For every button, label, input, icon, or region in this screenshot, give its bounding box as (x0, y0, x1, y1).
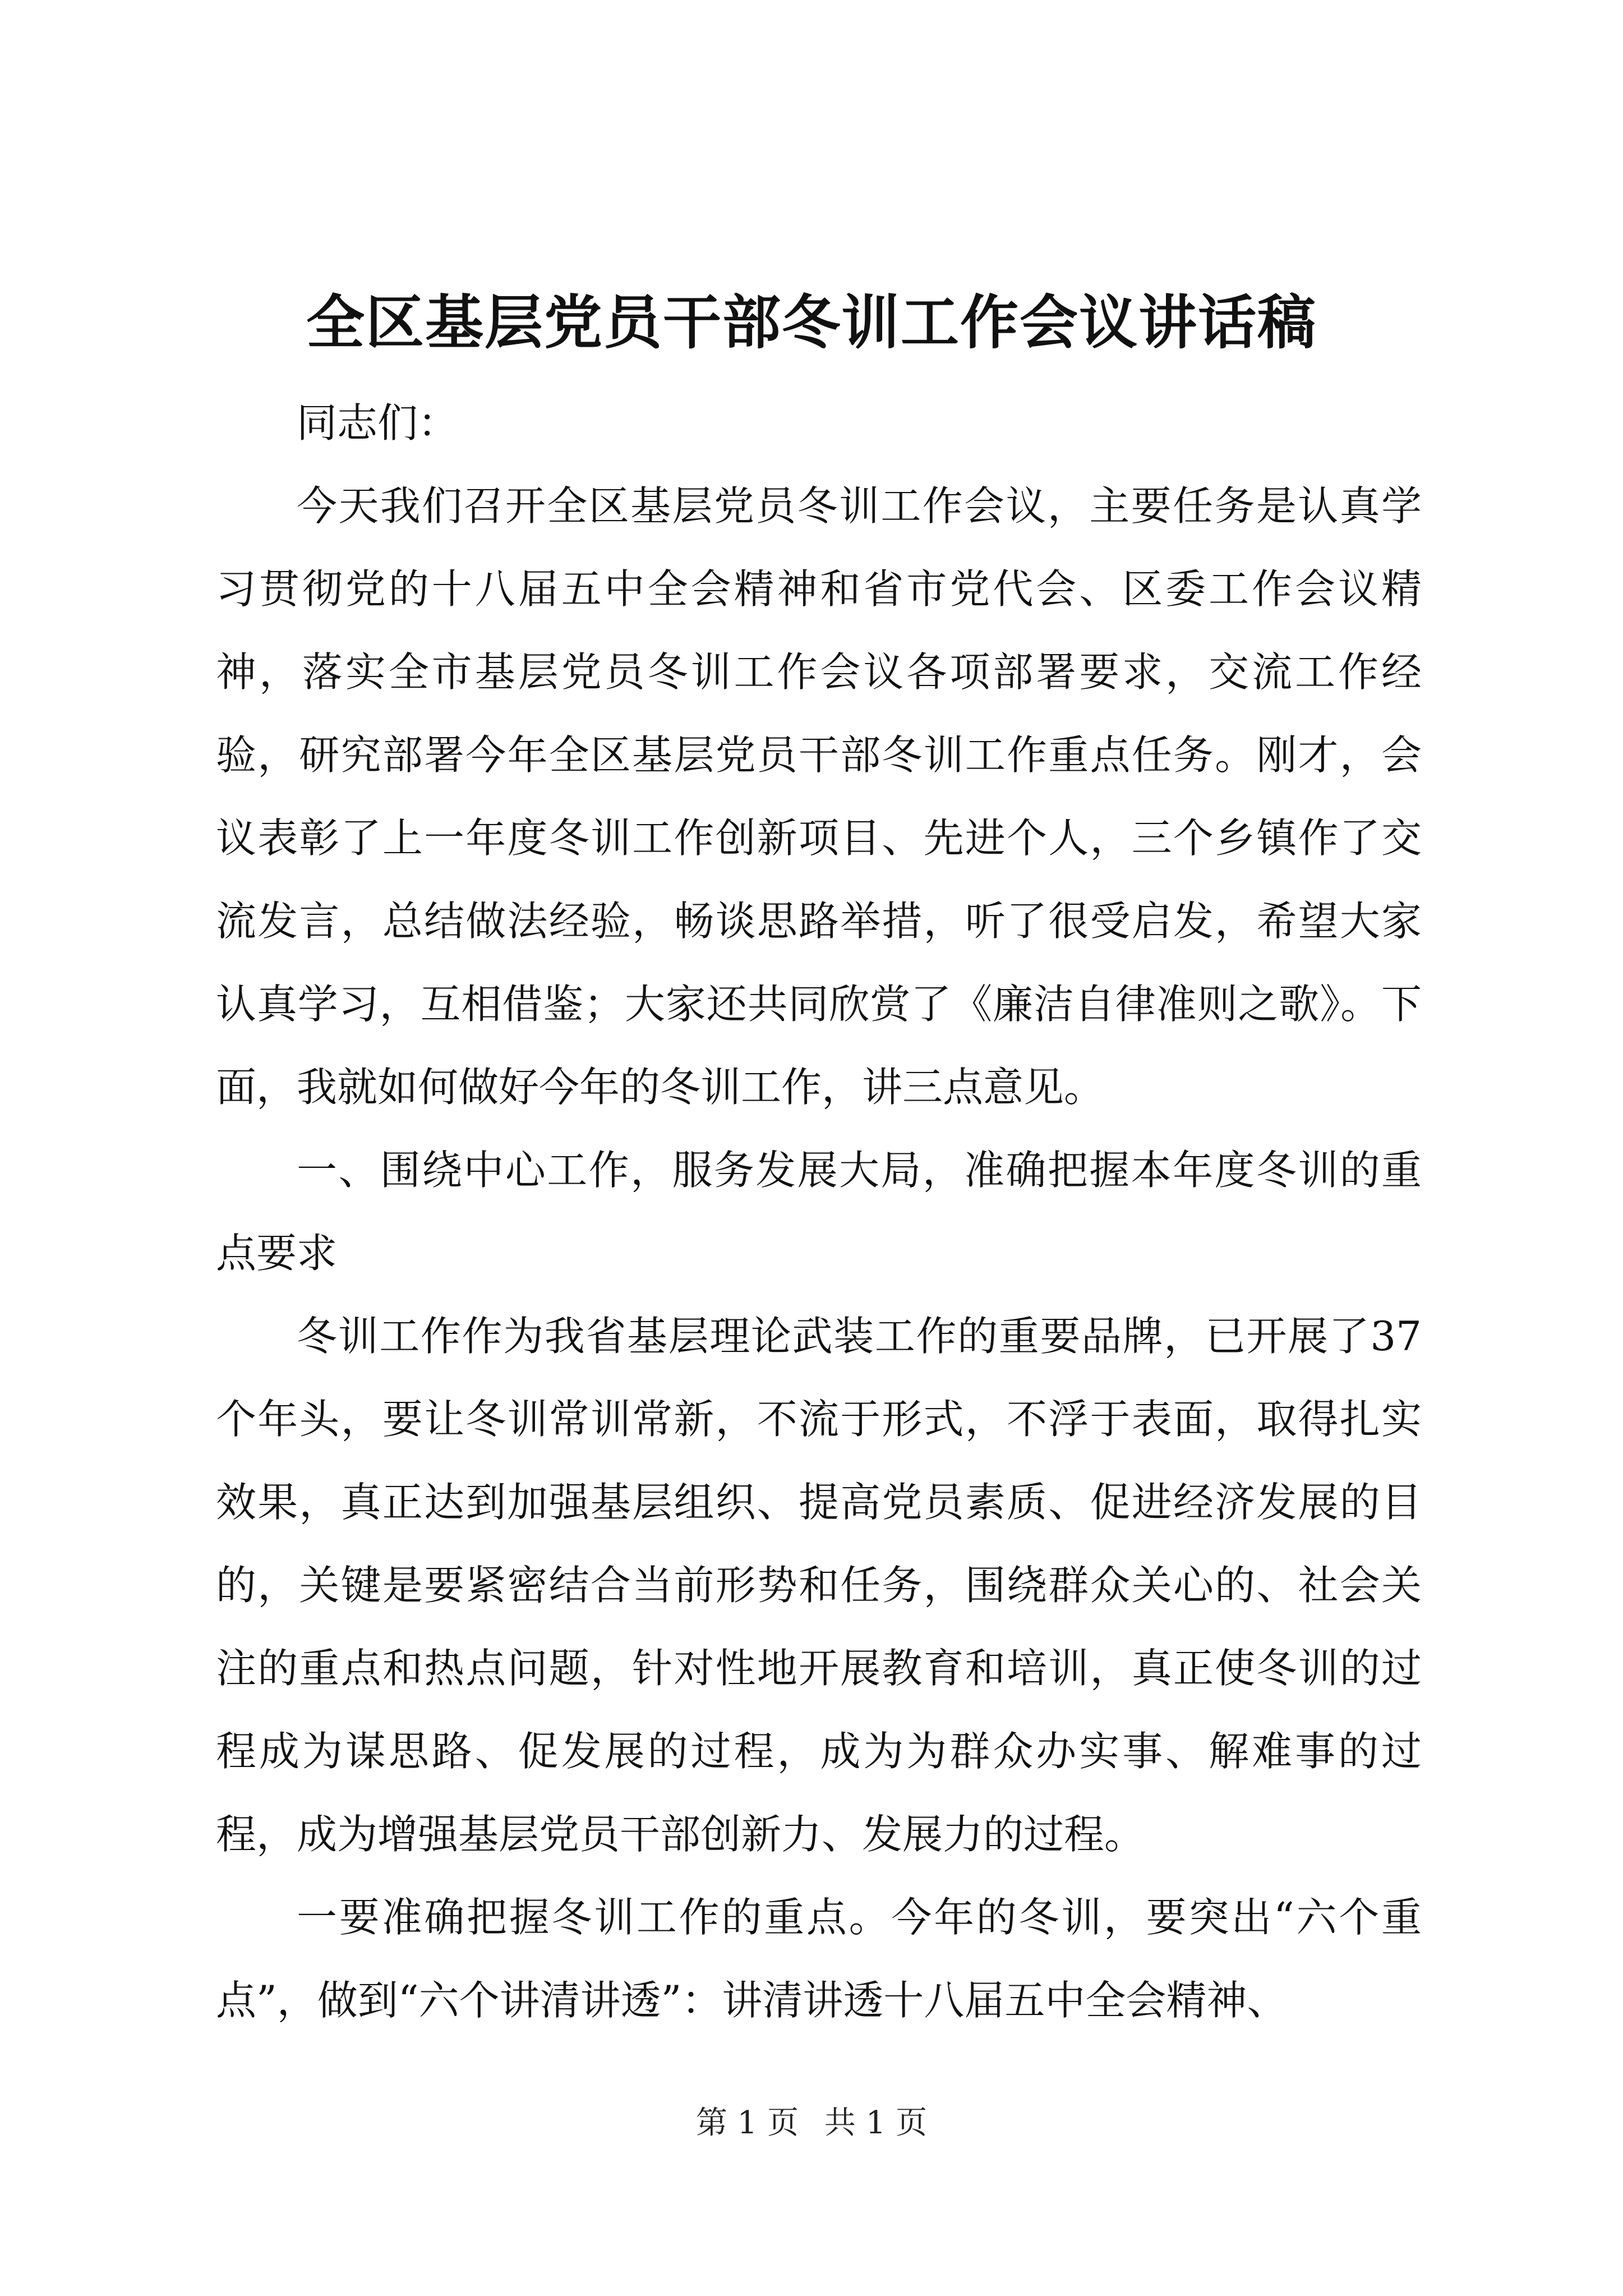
document-title: 全区基层党员干部冬训工作会议讲话稿 (306, 288, 1317, 357)
section-heading-paragraph: 一、围绕中心工作，服务发展大局，准确把握本年度冬训的重点要求 (216, 1147, 1422, 1277)
page-number: 第 1 页 (695, 2105, 799, 2141)
page-total: 共 1 页 (824, 2105, 928, 2141)
body-paragraph: 一要准确把握冬训工作的重点。今年的冬训，要突出“六个重点”，做到“六个讲清讲透”：讲清讲透十八届五中全会精神、 (216, 1894, 1422, 2024)
body-paragraph: 冬训工作作为我省基层理论武装工作的重要品牌，已开展了37个年头，要让冬训常训常新，不流于形式，不浮于表面，取得扎实效果，真正达到加强基层组织、提高党员素质、促进经济发展的目的，关键是要紧密结合当前形势和任务，围绕群众关心的、社会关注的重点和热点问题，针对性地开展教育和培训，真正使冬训的过程成为谋思路、促发展的过程，成为为群众办实事、解难事的过程，成为增强基层党员干部创新力、发展力的过程。 (216, 1313, 1422, 1858)
salutation-paragraph: 同志们： (297, 399, 459, 447)
page-footer (0, 2101, 1623, 2146)
body-paragraph: 今天我们召开全区基层党员冬训工作会议，主要任务是认真学习贯彻党的十八届五中全会精神和省市党代会、区委工作会议精神，落实全市基层党员冬训工作会议各项部署要求，交流工作经验，研究部署今年全区基层党员干部冬训工作重点任务。刚才，会议表彰了上一年度冬训工作创新项目、先进个人，三个乡镇作了交流发言，总结做法经验，畅谈思路举措，听了很受启发，希望大家认真学习，互相借鉴；大家还共同欣赏了《廉洁自律准则之歌》。下面，我就如何做好今年的冬训工作，讲三点意见。 (216, 482, 1422, 1111)
document-body (216, 381, 1422, 2042)
